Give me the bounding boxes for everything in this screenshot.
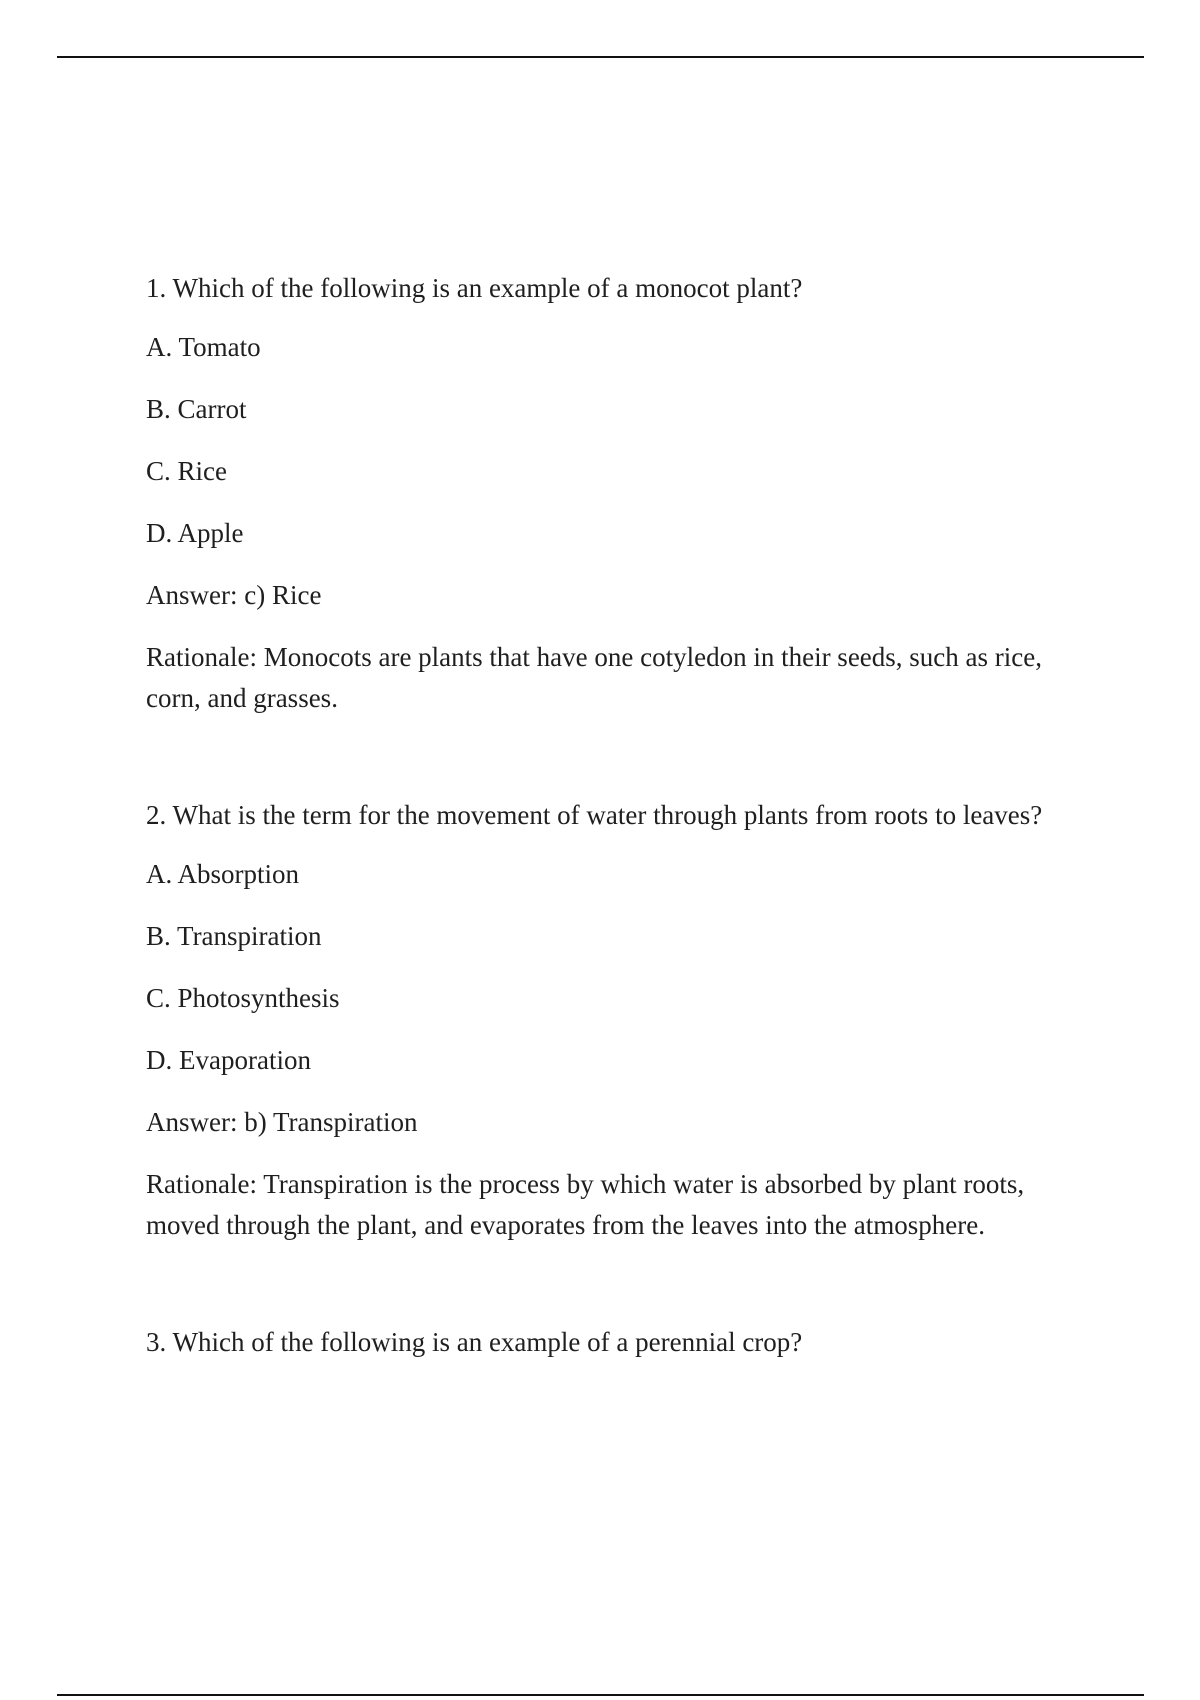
answer-text: Answer: c) Rice: [146, 580, 322, 610]
bottom-rule: [57, 1694, 1144, 1696]
question-3: [146, 1322, 1086, 1363]
option-c: C. Photosynthesis: [146, 983, 340, 1013]
option-b: B. Transpiration: [146, 921, 322, 951]
option-a: A. Absorption: [146, 859, 300, 889]
question-text: 2. What is the term for the movement of water through plants from roots to leaves?: [146, 800, 1043, 830]
question-text: 3. Which of the following is an example of a perennial crop?: [146, 1327, 803, 1357]
rationale-text: Rationale: Transpiration is the process by which water is absorbed by plant roots, moved through the plant, and evaporates from the leaves into the atmosphere.: [146, 1169, 1025, 1240]
option-b: B. Carrot: [146, 394, 247, 424]
page-content: [146, 268, 1086, 1439]
option-d: D. Apple: [146, 518, 244, 548]
top-rule: [57, 56, 1144, 58]
question-1: [146, 268, 1086, 719]
option-a: A. Tomato: [146, 332, 261, 362]
question-2: [146, 795, 1086, 1246]
option-d: D. Evaporation: [146, 1045, 311, 1075]
answer-text: Answer: b) Transpiration: [146, 1107, 418, 1137]
rationale-text: Rationale: Monocots are plants that have one cotyledon in their seeds, such as rice, corn, and grasses.: [146, 642, 1042, 713]
option-c: C. Rice: [146, 456, 227, 486]
question-text: 1. Which of the following is an example of a monocot plant?: [146, 273, 803, 303]
